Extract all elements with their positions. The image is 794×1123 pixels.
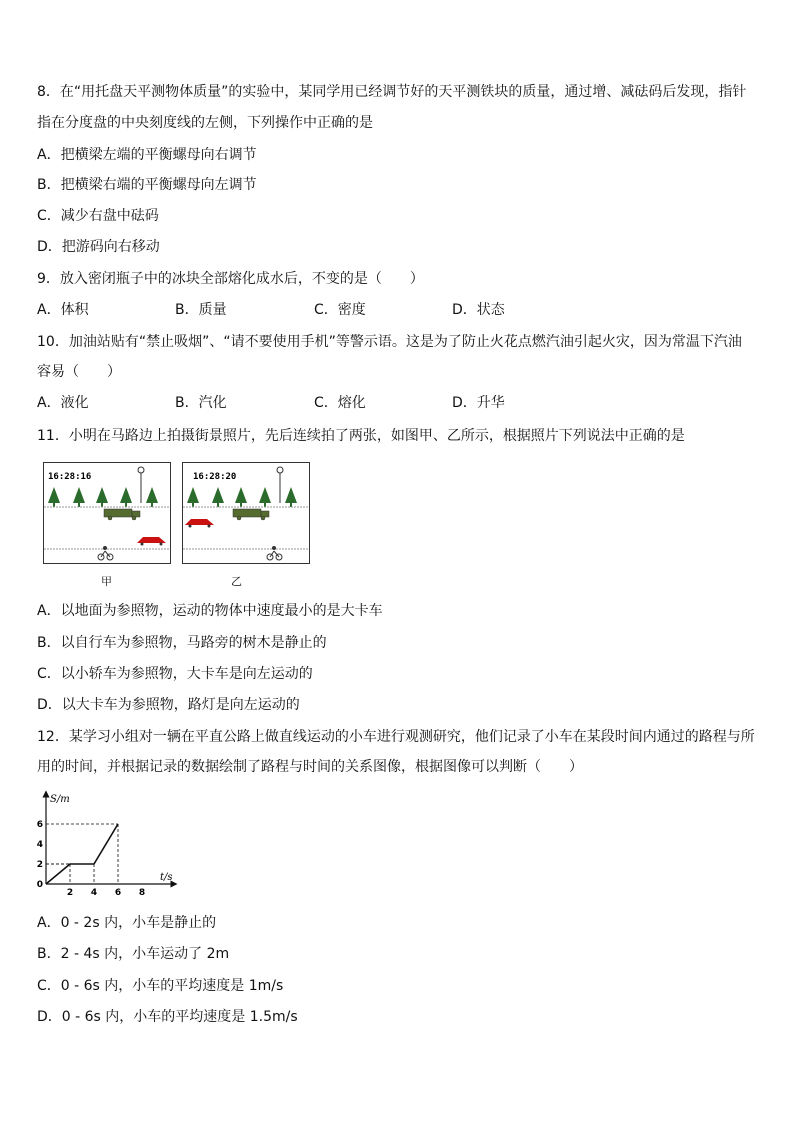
sports-car: [137, 537, 166, 546]
street-scene-b: [183, 463, 309, 563]
q10-option-a: A．液化: [37, 395, 89, 411]
x-tick-label-8: 8: [138, 888, 146, 898]
distance-time-graph: [36, 790, 186, 902]
photo-a-timestamp: 16:28:16: [48, 472, 92, 482]
q8-stem-line1: 8．在“用托盘天平测物体质量”的实验中，某同学用已经调节好的天平测铁块的质量，通过增、减砝码后发现，指针: [37, 84, 747, 100]
q9-option-c: C．密度: [314, 302, 366, 318]
q11-option-d: D．以大卡车为参照物，路灯是向左运动的: [37, 697, 300, 713]
street-lamp: [138, 467, 144, 503]
q12-stem-line1: 12．某学习小组对一辆在平直公路上做直线运动的小车进行观测研究，他们记录了小车在某段时间内通过的路程与所: [37, 729, 755, 745]
q9-option-d: D．状态: [452, 302, 505, 318]
q12-option-c: C．0 - 6s 内，小车的平均速度是 1m/s: [37, 978, 284, 994]
q8-option-d: D．把游码向右移动: [37, 239, 160, 255]
truck: [233, 509, 269, 520]
q10-stem-line2: 容易（ ）: [37, 364, 121, 380]
y-tick-label-4: 4: [36, 840, 43, 850]
q8-option-c: C．减少右盘中砝码: [37, 208, 159, 224]
street-scene-a: [44, 463, 170, 563]
series-line: [46, 824, 118, 884]
q12-option-b: B．2 - 4s 内，小车运动了 2m: [37, 946, 230, 962]
x-tick-label-4: 4: [90, 888, 98, 898]
q10-option-b: B．汽化: [175, 395, 227, 411]
q8-option-a: A．把横梁左端的平衡螺母向右调节: [37, 147, 257, 163]
truck: [104, 509, 140, 520]
q11-option-b: B．以自行车为参照物，马路旁的树木是静止的: [37, 635, 327, 651]
q10-option-c: C．熔化: [314, 395, 366, 411]
street-photo-a: [43, 462, 171, 564]
y-axis-label: S/m: [50, 794, 70, 805]
photo-b-caption: 乙: [231, 575, 242, 588]
x-tick-label-6: 6: [114, 888, 122, 898]
street-lamp: [277, 467, 283, 503]
q11-stem: 11．小明在马路边上拍摄街景照片，先后连续拍了两张，如图甲、乙所示，根据照片下列说法中正确的是: [37, 428, 685, 444]
q8-stem-line2: 指在分度盘的中央刻度线的左侧，下列操作中正确的是: [37, 115, 373, 131]
q12-option-a: A．0 - 2s 内，小车是静止的: [37, 915, 217, 931]
q9-stem: 9．放入密闭瓶子中的冰块全部熔化成水后，不变的是（ ）: [37, 271, 424, 287]
x-axis-label: t/s: [160, 872, 173, 883]
q12-option-d: D．0 - 6s 内，小车的平均速度是 1.5m/s: [37, 1009, 298, 1025]
street-photo-b: [182, 462, 310, 564]
y-tick-label-2: 2: [36, 860, 43, 870]
sports-car: [185, 519, 214, 528]
q8-option-b: B．把横梁右端的平衡螺母向左调节: [37, 177, 257, 193]
photo-a-caption: 甲: [101, 575, 112, 588]
q12-stem-line2: 用的时间，并根据记录的数据绘制了路程与时间的关系图像，根据图像可以判断（ ）: [37, 759, 583, 775]
x-tick-label-2: 2: [66, 888, 74, 898]
y-tick-label-6: 6: [36, 820, 43, 830]
q10-stem-line1: 10．加油站贴有“禁止吸烟”、“请不要使用手机”等警示语。这是为了防止火花点燃汽油引起火灾，因为常温下汽油: [37, 334, 742, 350]
q9-option-a: A．体积: [37, 302, 89, 318]
q9-option-b: B．质量: [175, 302, 227, 318]
q11-option-c: C．以小轿车为参照物，大卡车是向左运动的: [37, 666, 313, 682]
q10-option-d: D．升华: [452, 395, 505, 411]
y-tick-label-0: 0: [36, 880, 43, 890]
q11-option-a: A．以地面为参照物，运动的物体中速度最小的是大卡车: [37, 603, 383, 619]
photo-b-timestamp: 16:28:20: [193, 472, 237, 482]
